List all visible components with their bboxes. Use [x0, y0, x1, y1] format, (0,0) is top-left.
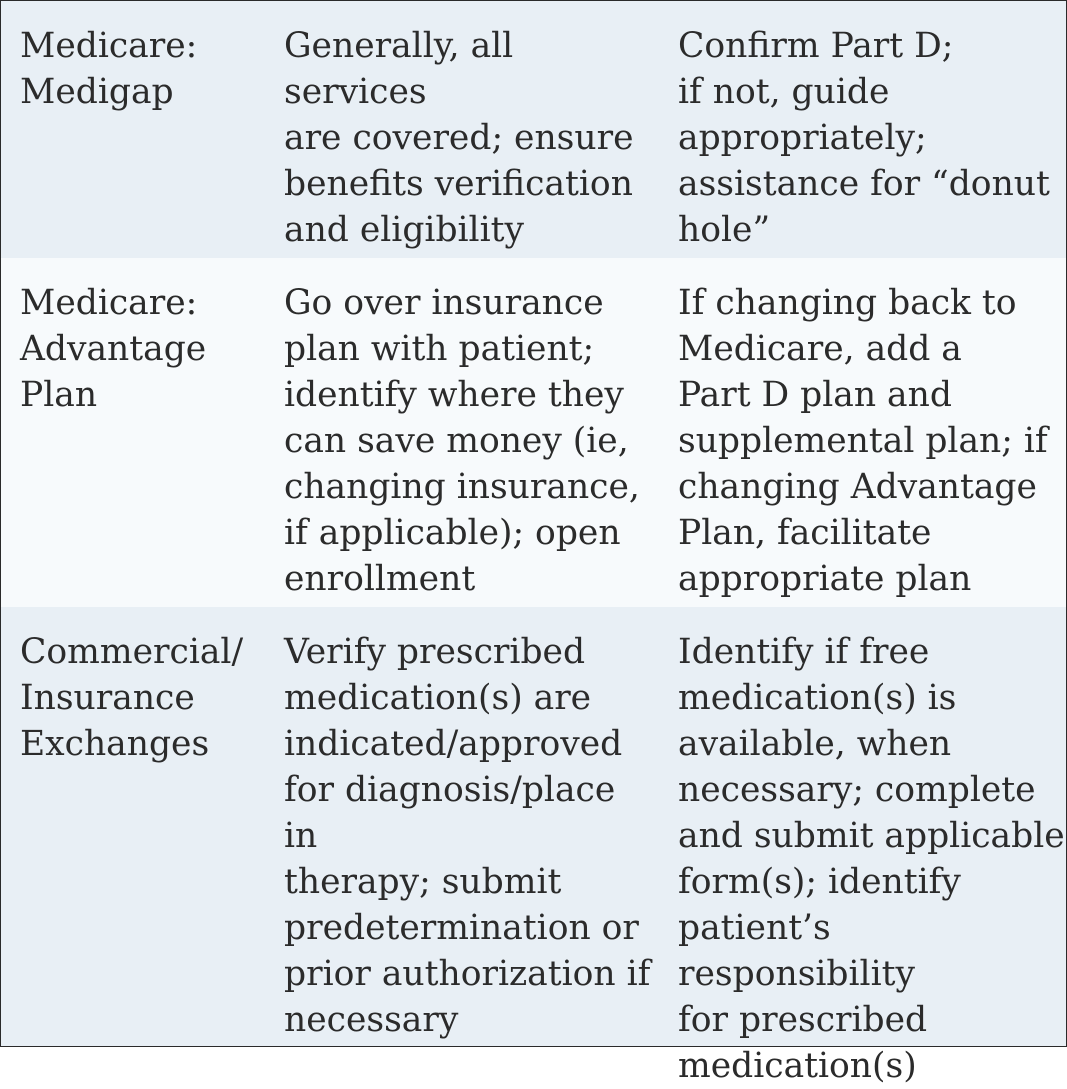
table-row [1, 258, 1066, 607]
action-cell: Verify prescribed medication(s) are indicated/approved for diagnosis/place in therapy; submit predetermination or prior authorization if necessary [284, 632, 651, 1040]
notes-cell: Identify if free medication(s) is available, when necessary; complete and submit applicable form(s); identify patient’s responsibility for prescribed medication(s) [678, 632, 1065, 1086]
table-row [1, 607, 1066, 1086]
plan-type-cell: Commercial/ Insurance Exchanges [20, 632, 244, 764]
notes-cell: If changing back to Medicare, add a Part D plan and supplemental plan; if changing Advantage Plan, facilitate appropriate plan [678, 283, 1048, 599]
plan-type-cell: Medicare: Advantage Plan [20, 283, 207, 415]
action-cell: Go over insurance plan with patient; identify where they can save money (ie, changing insurance, if applicable); open enrollment [284, 283, 640, 599]
plan-type-cell: Medicare: Medigap [20, 26, 198, 112]
action-cell: Generally, all services are covered; ensure benefits verification and eligibility [284, 26, 634, 250]
notes-cell: Confirm Part D; if not, guide appropriately; assistance for “donut hole” [678, 26, 1050, 250]
table-row [1, 1, 1066, 258]
